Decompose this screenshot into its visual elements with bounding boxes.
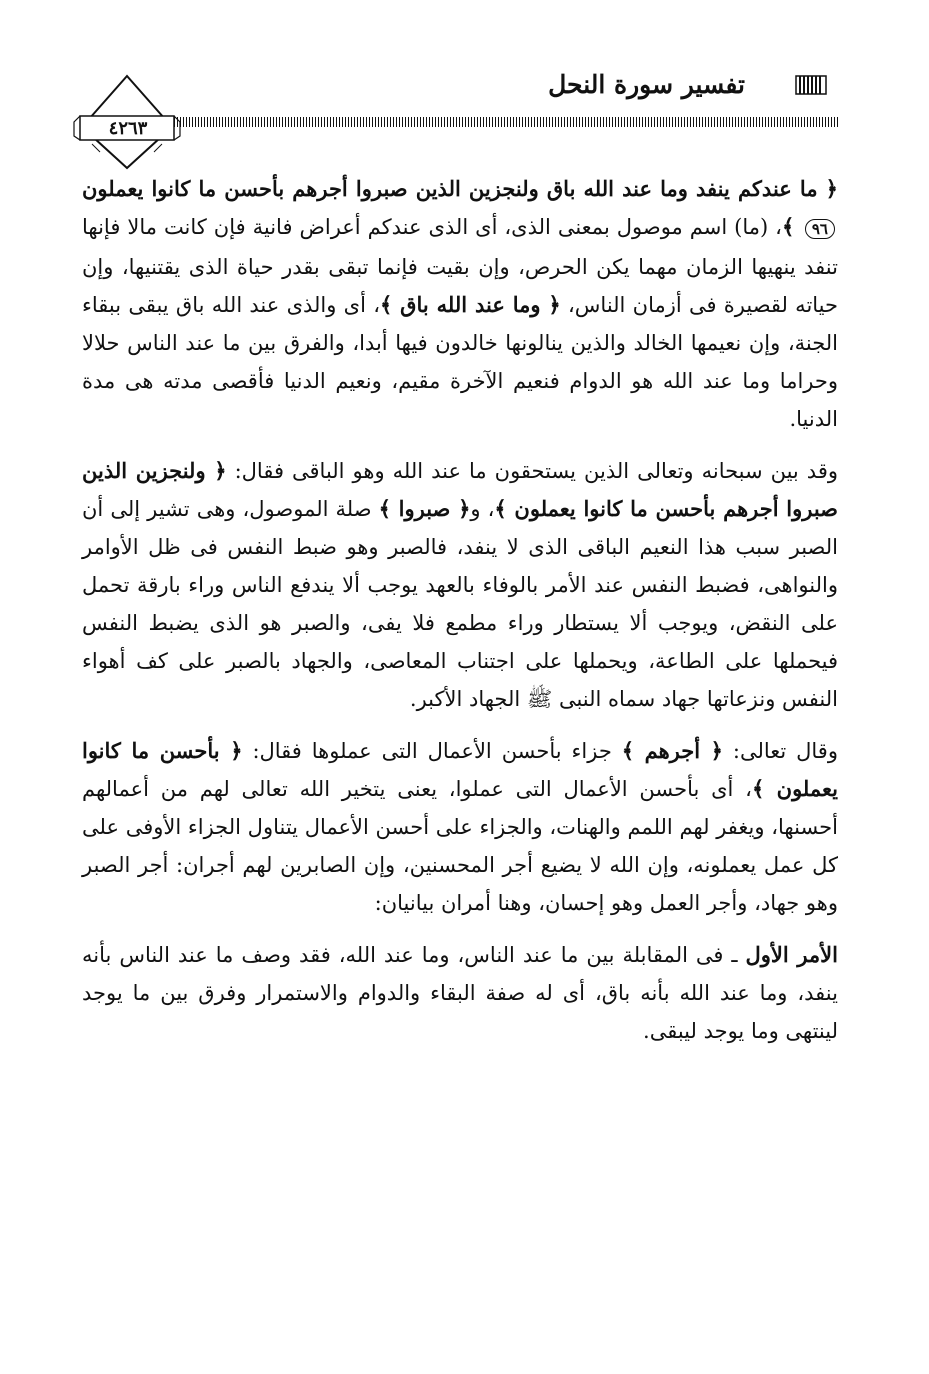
- commentary-text: ، أى بأحسن الأعمال التى عملوا، يعنى يتخير الله تعالى لهم من أعمالهم أحسنها، ويغفر لهم اللمم والهنات، والجزاء على أحسن الأعمال يتناول الجزاء الأوفى على كل عمل يعملونه، وإن الله لا يضيع أجر المحسنين، وإن الصابرين لهم أجران: أجر الصبر وهو جهاد، وأجر العمل وهو إحسان، وهنا أمران بيانيان:: [82, 777, 838, 915]
- page-number-badge: [72, 72, 182, 172]
- commentary-text: ، أى والذى عند الله باق يبقى ببقاء الجنة، وإن نعيمها الخالد والذين ينالونها خالدون فيها أبدا، والفرق بين ما عند الناس حلالا وحراما وما عند الله هو الدوام فنعيم الآخرة مقيم، ونعيم الدنيا فأقصى مدته هى مدة الدنيا.: [82, 293, 838, 431]
- paragraph: [82, 170, 838, 438]
- paragraph: [82, 732, 838, 922]
- header-rule: [150, 117, 840, 127]
- quran-verse: ﴿ بأحسن ما كانوا يعملون ﴾: [82, 738, 838, 801]
- ayah-number: ٩٦: [805, 219, 835, 239]
- quran-verse: ﴿ صبروا ﴾: [378, 496, 471, 521]
- quran-verse: ﴿ أجرهم ﴾: [621, 738, 723, 763]
- page-number: ٤٢٦٣: [108, 118, 148, 139]
- commentary-text: ـ فى المقابلة بين ما عند الناس، وما عند الله، فقد وصف ما عند الناس بأنه ينفد، وما عند الله بأنه باق، أى له صفة البقاء والدوام والاستمرار وفرق بين ما يوجد لينتهى وما يوجد ليبقى.: [82, 943, 838, 1043]
- section-heading: الأمر الأول: [745, 942, 838, 967]
- main-text: [82, 170, 838, 1064]
- quran-verse: ﴿ وما عند الله باق ﴾: [379, 292, 561, 317]
- quran-verse: ﴿ ولنجزين الذين صبروا أجرهم بأحسن ما كانوا يعملون ﴾: [82, 458, 838, 521]
- quran-verse: ﴿ ما عندكم ينفد وما عند الله باق ولنجزين الذين صبروا أجرهم بأحسن ما كانوا يعملون: [82, 176, 838, 201]
- ornament-icon: [794, 74, 828, 96]
- commentary-text: جزاء بأحسن الأعمال التى عملوها فقال:: [242, 739, 622, 763]
- quran-verse: ﴾: [781, 214, 802, 239]
- commentary-text: وقد بين سبحانه وتعالى الذين يستحقون ما عند الله وهو الباقى فقال:: [226, 459, 838, 483]
- page-header: [70, 62, 840, 162]
- commentary-text: ، (ما) اسم موصول بمعنى الذى، أى الذى عندكم أعراض فانية فإن كانت مالا فإنها تنفد ينهيها الزمان مهما يكن الحرص، وإن بقيت فإنما تبقى بقدر حياة الذى يقتنيها، وإن حياته لقصيرة فى أزمان الناس،: [82, 215, 839, 317]
- commentary-text: وقال تعالى:: [722, 739, 838, 763]
- commentary-text: صلة الموصول، وهى تشير إلى أن الصبر سبب هذا النعيم الباقى الذى لا ينفد، فالصبر وهو ضبط النفس فى ظل الأوامر والنواهى، فضبط النفس عند الأمر بالوفاء بالعهد يوجب ألا يندفع الناس وراء بارقة تحمل على النقض، ويوجب ألا يستطار وراء مطمع فلا يفى، والصبر هو الذى يضبط النفس فيحملها على الطاعة، ويحملها على اجتناب المعاصى، والجهاد بالصبر على كف أهواء النفس ونزعاتها جهاد سماه النبى ﷺ الجهاد الأكبر.: [82, 497, 838, 711]
- page-title: تفسير سورة النحل: [548, 70, 745, 99]
- paragraph: [82, 452, 838, 718]
- commentary-text: ، و: [470, 497, 495, 521]
- paragraph: [82, 936, 838, 1050]
